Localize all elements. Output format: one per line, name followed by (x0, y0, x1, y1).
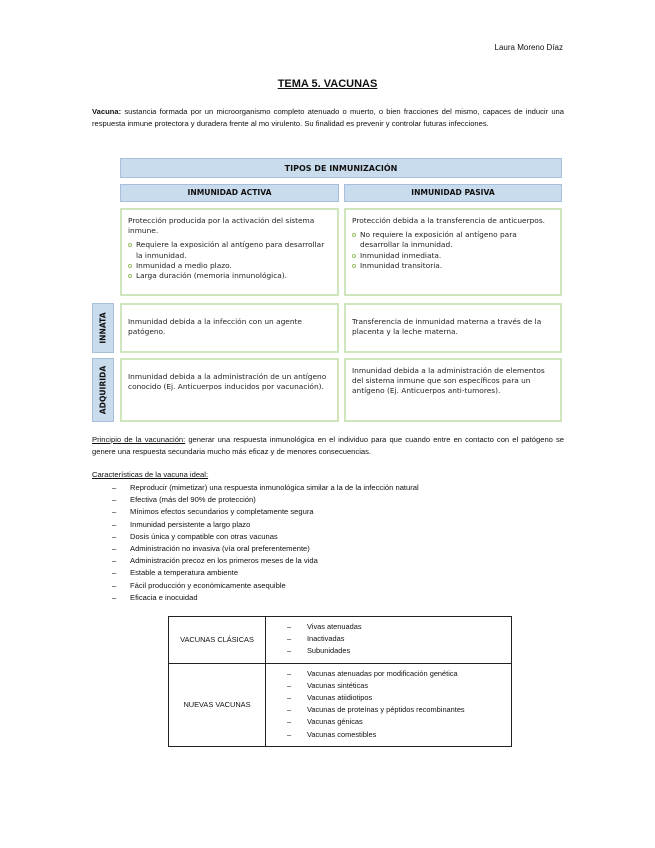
ideal-vaccine-title: Características de la vacuna ideal: (92, 470, 209, 479)
list-item: – Estable a temperatura ambiente (112, 568, 239, 578)
list-item: – Fácil producción y económicamente asequible (112, 580, 286, 590)
list-item: – Inactivadas (287, 634, 345, 644)
list-item: – Dosis única y compatible con otras vacunas (112, 531, 278, 541)
passive-innate-cell (344, 303, 562, 353)
vaccine-term: Vacuna: (92, 107, 122, 116)
list-item: – Inmunidad persistente a largo plazo (112, 519, 251, 529)
row-label-innate (92, 303, 114, 353)
active-description-cell (120, 208, 339, 296)
column-passive-immunity: INMUNIDAD PASIVA (344, 184, 562, 202)
page-title: TEMA 5. VACUNAS (277, 78, 378, 90)
active-acquired-text: Inmunidad debida a la administración de un antígeno conocido (Ej. Anticuerpos inducidos por vacunación). (128, 372, 327, 392)
list-item: – Vacunas sintéticas (287, 680, 369, 690)
row-label-acquired (92, 358, 114, 422)
list-item: Inmunidad a medio plazo. (128, 261, 331, 271)
ideal-vaccine-list (112, 482, 419, 604)
list-item: – Efectiva (más del 90% de protección) (112, 495, 256, 505)
principle-text: generar una respuesta inmunológica en el individuo para que cuando entre en contacto con el patógeno se genere una respuesta secundaria mucho más eficaz y de menores consecuencias. (92, 435, 564, 456)
vaccine-definition (92, 106, 564, 129)
active-innate-cell (120, 303, 339, 353)
list-item: Inmunidad transitoria. (352, 261, 554, 271)
list-item: Requiere la exposición al antígeno para desarrollar la inmunidad. (128, 240, 331, 260)
list-item: – Subunidades (287, 646, 351, 656)
vaccine-definition-text: sustancia formada por un microorganismo completo atenuado o muerto, o bien fracciones del mismo, capaces de inducir una respuesta inmune protectora y duradera frente al mo virulento. Su finalidad es prevenir y controlar futuras infecciones. (92, 107, 564, 128)
passive-bullets (352, 230, 554, 271)
vaccination-principle (92, 434, 564, 457)
list-item: – Eficacia e inocuidad (112, 592, 198, 602)
list-item: – Administración no invasiva (vía oral preferentemente) (112, 544, 310, 554)
passive-description: Protección debida a la transferencia de anticuerpos. (352, 216, 546, 225)
principle-term: Principio de la vacunación: (92, 435, 186, 444)
classic-vaccines-cell (266, 617, 512, 664)
passive-acquired-text: Inmunidad debida a la administración de elementos del sistema inmune que son específicos para un antígeno (Ej. Anticuerpos anti-tumores). (352, 366, 545, 396)
list-item: – Vacunas de proteínas y péptidos recombinantes (287, 705, 465, 715)
row-label-innate-text: INNATA (98, 312, 108, 344)
new-vaccines-label: NUEVAS VACUNAS (169, 663, 266, 746)
list-item: – Reproducir (mimetizar) una respuesta inmunológica similar a la de la infección natural (112, 483, 419, 492)
list-item: – Vacunas comestibles (287, 729, 377, 739)
classic-vaccines-label: VACUNAS CLÁSICAS (169, 617, 266, 664)
table-row (169, 663, 512, 746)
active-description: Protección producida por la activación del sistema inmune. (128, 216, 315, 236)
list-item: – Mínimos efectos secundarios y completamente segura (112, 507, 314, 517)
passive-acquired-cell (344, 358, 562, 422)
active-acquired-cell (120, 358, 339, 422)
list-item: – Vivas atenuadas (287, 622, 362, 631)
active-innate-text: Inmunidad debida a la infección con un agente patógeno. (128, 317, 302, 337)
list-item: – Vacunas génicas (287, 717, 363, 727)
figure-title: TIPOS DE INMUNIZACIÓN (120, 158, 562, 178)
column-active-immunity: INMUNIDAD ACTIVA (120, 184, 339, 202)
author-name: Laura Moreno Díaz (494, 43, 563, 52)
passive-description-cell (344, 208, 562, 296)
row-label-acquired-text: ADQUIRIDA (98, 365, 108, 415)
list-item: No requiere la exposición al antígeno para desarrollar la inmunidad. (352, 230, 554, 250)
list-item: – Vacunas atenuadas por modificación genética (287, 668, 458, 678)
immunization-types-figure (92, 158, 564, 422)
list-item: Larga duración (memoria inmunológica). (128, 271, 331, 281)
passive-innate-text: Transferencia de inmunidad materna a través de la placenta y la leche materna. (352, 317, 542, 337)
active-bullets (128, 240, 331, 281)
new-vaccines-cell (266, 663, 512, 746)
list-item: Inmunidad inmediata. (352, 251, 554, 261)
list-item: – Administración precoz en los primeros meses de la vida (112, 556, 318, 566)
vaccines-table (168, 616, 512, 747)
list-item: – Vacunas atiidiotipos (287, 693, 373, 703)
table-row (169, 617, 512, 664)
